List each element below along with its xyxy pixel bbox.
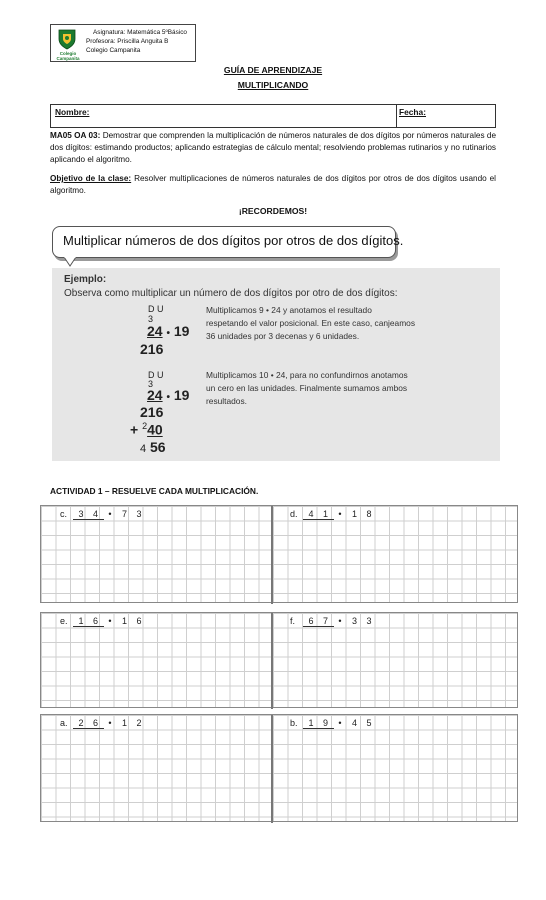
exercise-digit: 7	[121, 509, 127, 519]
exercise-label: c.	[60, 509, 68, 519]
plus-sign: +	[130, 421, 139, 438]
step2-factor1: 24	[147, 387, 163, 403]
exercise-digit: 3	[73, 509, 89, 520]
carry-digit-2: 3	[148, 379, 154, 389]
times-dot-2: •	[166, 392, 170, 403]
curriculum-objective	[50, 130, 496, 166]
step2-total	[140, 439, 166, 455]
name-date-box	[50, 104, 496, 128]
exercise-digit: 6	[88, 616, 104, 627]
exercise-label: d.	[290, 509, 298, 519]
place-value-header: D U	[148, 304, 164, 314]
exercise-grid-block[interactable]	[40, 505, 518, 603]
objective-text: Demostrar que comprenden la multiplicación de números naturales de dos dígitos por números naturales de dos dígitos: estimando productos; aplicando estrategias de cálculo mental; resolviendo problemas rutinarios y no rutinarios aplicando el algoritmo.	[50, 131, 496, 164]
times-dot: •	[108, 616, 112, 626]
exercise-digit: 3	[136, 509, 142, 519]
step2-partial: 216	[140, 404, 164, 420]
header-box	[50, 24, 196, 62]
exercise-digit: 1	[121, 616, 127, 626]
exercise-digit: 1	[303, 718, 319, 729]
exercise-digit: 7	[318, 616, 334, 627]
step2-multiplication	[147, 387, 189, 403]
exercise-digit: 1	[351, 509, 357, 519]
exercise-digit: 2	[136, 718, 142, 728]
example-heading: Ejemplo:	[64, 274, 107, 285]
class-objective-text: Resolver multiplicaciones de números naturales de dos dígitos por otros de dos dígitos usando el algoritmo.	[50, 174, 496, 195]
step1-factor1: 24	[147, 323, 163, 339]
exercise-digit: 4	[88, 509, 104, 520]
exercise-digit: 3	[366, 616, 372, 626]
class-objective-label: Objetivo de la clase:	[50, 174, 132, 183]
step1-note: Multiplicamos 9 • 24 y anotamos el resultado respetando el valor posicional. En este caso, canjeamos 36 unidades por 3 decenas y 6 unidades.	[206, 305, 416, 341]
exercise-digit: 3	[351, 616, 357, 626]
speech-tail-icon	[64, 257, 76, 267]
exercise-grid-block[interactable]	[40, 612, 518, 708]
place-value-header-2: D U	[148, 370, 164, 380]
grid-center-divider	[271, 715, 273, 823]
exercise-digit: 1	[121, 718, 127, 728]
times-dot: •	[108, 718, 112, 728]
step2-note: Multiplicamos 10 • 24, para no confundirnos anotamos un cero en las unidades. Finalmente sumamos ambos resultados.	[206, 370, 408, 406]
step2-factor2: 19	[173, 387, 190, 403]
example-intro: Observa como multiplicar un número de dos dígitos por otro de dos dígitos:	[64, 288, 398, 299]
exercise-digit: 1	[73, 616, 89, 627]
step1-factor2: 19	[173, 323, 190, 339]
speech-bubble	[52, 226, 404, 258]
activity-title: ACTIVIDAD 1 – RESUELVE CADA MULTIPLICACIÓN.	[50, 486, 259, 496]
remember-heading: ¡RECORDEMOS!	[238, 206, 308, 216]
example-panel	[52, 268, 500, 461]
name-label: Nombre:	[55, 107, 90, 117]
exercise-digit: 2	[73, 718, 89, 729]
exercise-digit: 1	[318, 509, 334, 520]
bubble-text: Multiplicar números de dos dígitos por otros de dos dígitos.	[63, 233, 404, 248]
logo-caption: Colegio Campanita	[56, 51, 80, 61]
times-dot: •	[338, 509, 342, 519]
grid-center-divider	[271, 506, 273, 604]
step1-multiplication	[147, 323, 189, 339]
exercise-digit: 4	[351, 718, 357, 728]
exercise-label: a.	[60, 718, 68, 728]
exercise-label: f.	[290, 616, 296, 626]
step2-carry: 2	[142, 421, 148, 431]
times-dot: •	[108, 509, 112, 519]
teacher-line: Profesora: Priscilla Anguita B	[86, 38, 169, 45]
exercise-digit: 6	[88, 718, 104, 729]
class-objective	[50, 173, 496, 197]
page-title: GUÍA DE APRENDIZAJE	[223, 65, 323, 75]
school-line: Colegio Campanita	[86, 47, 141, 54]
subject-line: Asignatura: Matemática 5ºBásico	[93, 29, 187, 36]
step2-second: 40	[147, 421, 163, 438]
exercise-digit: 6	[303, 616, 319, 627]
grid-center-divider	[271, 613, 273, 709]
exercise-digit: 4	[303, 509, 319, 520]
times-dot: •	[166, 328, 170, 339]
page-subtitle: MULTIPLICANDO	[237, 80, 309, 90]
step2-second-row	[130, 421, 163, 438]
step1-result: 216	[140, 341, 164, 357]
exercise-digit: 5	[366, 718, 372, 728]
school-shield-icon	[56, 28, 78, 50]
total-hundreds: 4	[140, 443, 147, 455]
exercise-digit: 9	[318, 718, 334, 729]
objective-code: MA05 OA 03:	[50, 131, 101, 140]
carry-digit: 3	[148, 314, 154, 324]
times-dot: •	[338, 616, 342, 626]
exercise-label: b.	[290, 718, 298, 728]
date-label: Fecha:	[399, 107, 426, 117]
exercise-grid-block[interactable]	[40, 714, 518, 822]
exercise-label: e.	[60, 616, 68, 626]
total-rest: 56	[150, 439, 166, 455]
exercise-digit: 8	[366, 509, 372, 519]
box-divider	[396, 105, 397, 127]
times-dot: •	[338, 718, 342, 728]
exercise-digit: 6	[136, 616, 142, 626]
